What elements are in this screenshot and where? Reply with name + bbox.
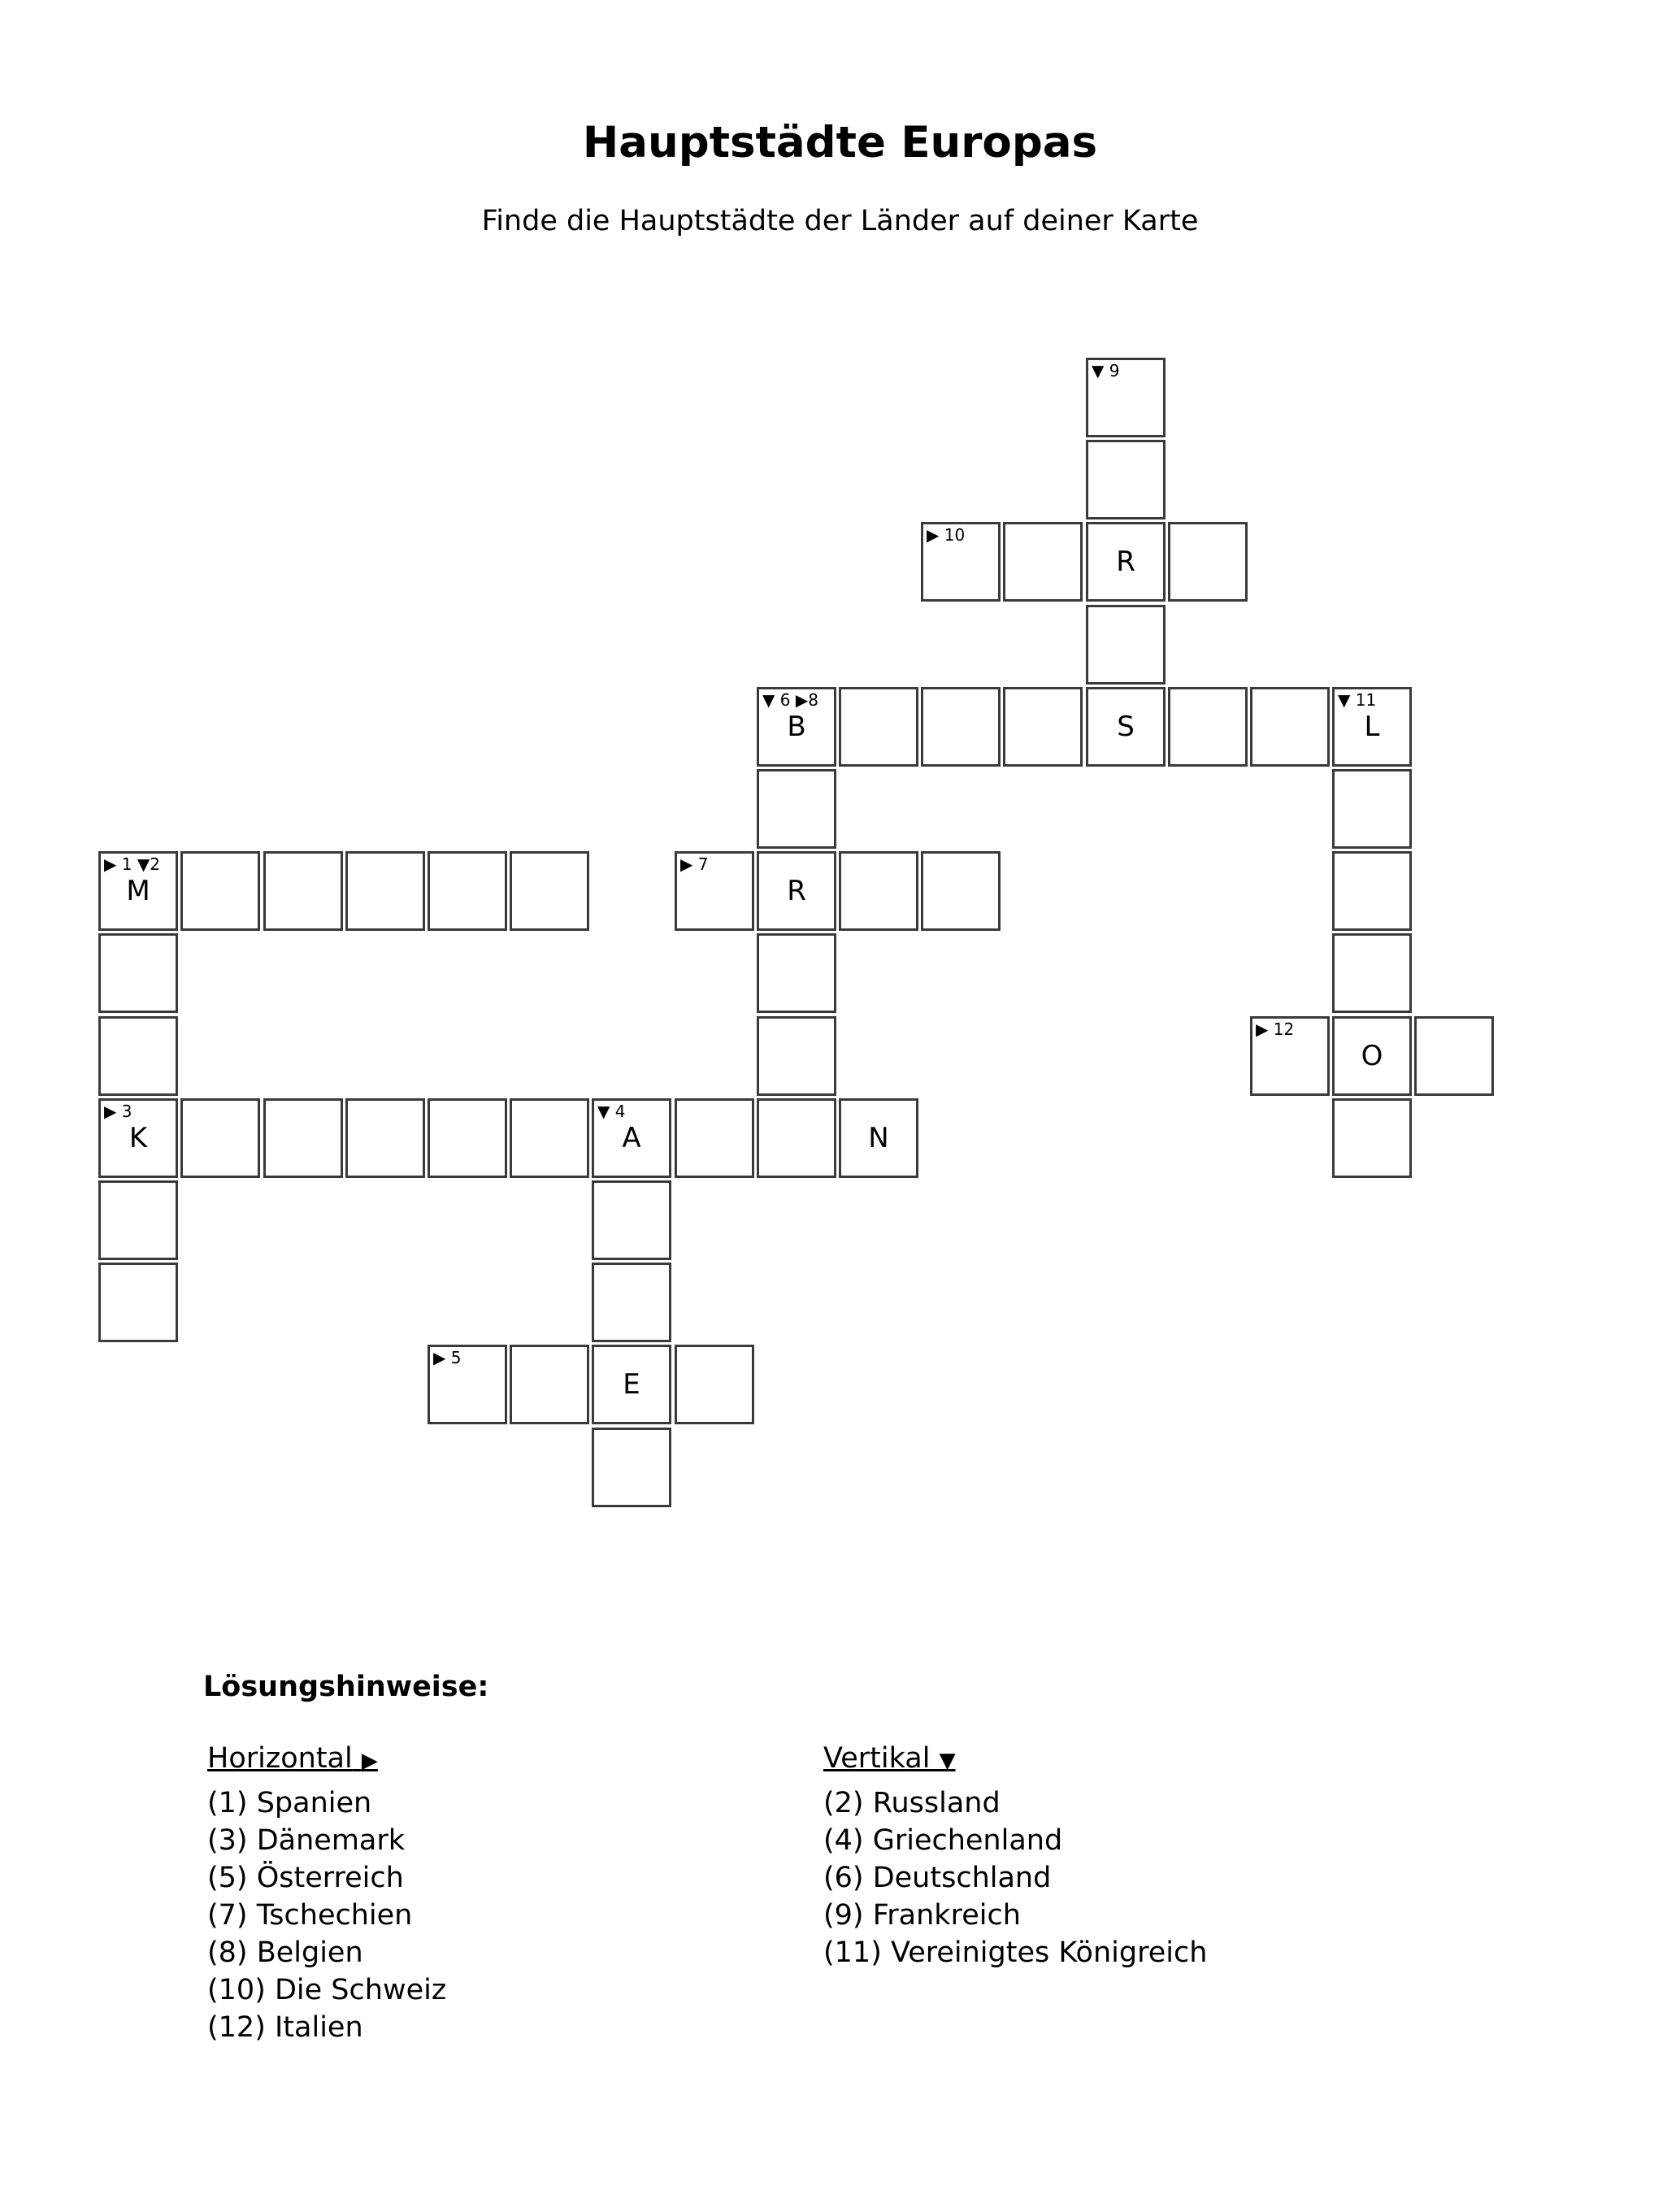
clue-horizontal: (8) Belgien [207, 1936, 363, 1969]
crossword-cell[interactable] [345, 851, 425, 931]
crossword-cell[interactable] [428, 1098, 507, 1178]
crossword-cell[interactable] [675, 1345, 754, 1424]
crossword-cell[interactable] [98, 933, 178, 1013]
down-arrow-icon: ▼ [939, 1749, 956, 1773]
cell-letter: L [1364, 711, 1380, 743]
crossword-cell[interactable] [180, 851, 260, 931]
crossword-cell[interactable] [180, 1098, 260, 1178]
crossword-cell[interactable] [921, 522, 1001, 602]
crossword-cell[interactable] [1168, 687, 1248, 767]
crossword-cell[interactable] [98, 851, 178, 931]
page-subtitle: Finde die Hauptstädte der Länder auf deiner Karte [481, 205, 1199, 237]
clue-number: ▼ 11 [1338, 690, 1377, 710]
crossword-cell[interactable] [1414, 1016, 1494, 1096]
clue-number: ▶ 1 ▼2 [104, 854, 160, 874]
crossword-cell[interactable] [1332, 1016, 1412, 1096]
crossword-cell[interactable] [592, 1180, 671, 1260]
cell-letter: R [1116, 545, 1135, 578]
crossword-cell[interactable] [98, 1180, 178, 1260]
crossword-cell[interactable] [839, 851, 918, 931]
clue-number: ▶ 7 [680, 854, 709, 874]
crossword-cell[interactable] [1003, 687, 1083, 767]
crossword-cell[interactable] [98, 1098, 178, 1178]
crossword-cell[interactable] [921, 851, 1001, 931]
crossword-cell[interactable] [510, 851, 589, 931]
crossword-cell[interactable] [1332, 851, 1412, 931]
cell-letter: O [1361, 1040, 1383, 1072]
crossword-cell[interactable] [1332, 1098, 1412, 1178]
crossword-cell[interactable] [510, 1345, 589, 1424]
clue-vertical: (4) Griechenland [823, 1824, 1063, 1857]
crossword-cell[interactable] [1086, 522, 1166, 602]
crossword-cell[interactable] [428, 851, 507, 931]
clue-vertical: (11) Vereinigtes Königreich [823, 1936, 1208, 1969]
crossword-cell[interactable] [757, 1016, 836, 1096]
crossword-cell[interactable] [1332, 933, 1412, 1013]
cell-letter: E [623, 1368, 640, 1401]
vertical-clues-title [823, 1740, 1207, 1780]
crossword-cell[interactable] [675, 851, 754, 931]
page-title: Hauptstädte Europas [582, 118, 1098, 167]
clue-horizontal: (7) Tschechien [207, 1899, 413, 1932]
cell-letter: S [1117, 711, 1135, 743]
horizontal-title-text: Horizontal [207, 1742, 353, 1775]
crossword-cell[interactable] [757, 851, 836, 931]
crossword-cell[interactable] [263, 1098, 343, 1178]
clue-number: ▼ 4 [597, 1102, 626, 1121]
crossword-cell[interactable] [1250, 1016, 1330, 1096]
crossword-cell[interactable] [98, 1263, 178, 1342]
crossword-cell[interactable] [757, 933, 836, 1013]
crossword-cell[interactable] [675, 1098, 754, 1178]
crossword-cell[interactable] [592, 1263, 671, 1342]
clue-horizontal: (12) Italien [207, 2011, 363, 2044]
crossword-cell[interactable] [921, 687, 1001, 767]
cell-letter: A [622, 1122, 641, 1154]
hints-heading: Lösungshinweise: [203, 1671, 489, 1703]
crossword-cell[interactable] [1332, 769, 1412, 849]
horizontal-clues-title [207, 1740, 446, 1780]
crossword-cell[interactable] [428, 1345, 507, 1424]
crossword-cell[interactable] [510, 1098, 589, 1178]
right-arrow-icon: ▶ [361, 1749, 378, 1773]
crossword-cell[interactable] [263, 851, 343, 931]
clue-number: ▼ 6 ▶8 [762, 690, 818, 710]
clue-number: ▶ 12 [1256, 1019, 1295, 1039]
crossword-cell[interactable] [1332, 687, 1412, 767]
clue-vertical: (6) Deutschland [823, 1862, 1052, 1894]
cell-letter: M [126, 875, 150, 907]
clue-number: ▶ 5 [433, 1348, 462, 1367]
crossword-cell[interactable] [592, 1098, 671, 1178]
crossword-cell[interactable] [757, 1098, 836, 1178]
crossword-cell[interactable] [839, 687, 918, 767]
crossword-cell[interactable] [345, 1098, 425, 1178]
clue-vertical: (9) Frankreich [823, 1899, 1021, 1932]
cell-letter: N [868, 1122, 889, 1154]
cell-letter: B [787, 711, 806, 743]
crossword-cell[interactable] [1086, 358, 1166, 437]
crossword-cell[interactable] [1086, 605, 1166, 685]
clue-horizontal: (5) Österreich [207, 1862, 404, 1894]
crossword-cell[interactable] [98, 1016, 178, 1096]
crossword-cell[interactable] [1250, 687, 1330, 767]
vertical-title-text: Vertikal [823, 1742, 931, 1775]
crossword-cell[interactable] [757, 769, 836, 849]
horizontal-clues [207, 1740, 446, 2046]
crossword-cell[interactable] [1086, 687, 1166, 767]
crossword-cell[interactable] [1168, 522, 1248, 602]
crossword-cell[interactable] [839, 1098, 918, 1178]
cell-letter: K [128, 1122, 148, 1154]
clue-vertical: (2) Russland [823, 1787, 1001, 1819]
crossword-cell[interactable] [1086, 440, 1166, 519]
vertical-clues [823, 1740, 1207, 1971]
crossword-cell[interactable] [1003, 522, 1083, 602]
crossword-cell[interactable] [592, 1428, 671, 1507]
clue-horizontal: (3) Dänemark [207, 1824, 406, 1857]
crossword-cell[interactable] [592, 1345, 671, 1424]
clue-number: ▼ 9 [1092, 361, 1120, 380]
crossword-cell[interactable] [757, 687, 836, 767]
cell-letter: R [787, 875, 806, 907]
clue-number: ▶ 3 [104, 1102, 132, 1121]
clue-number: ▶ 10 [927, 525, 966, 545]
clue-horizontal: (10) Die Schweiz [207, 1974, 447, 2006]
clue-horizontal: (1) Spanien [207, 1787, 372, 1819]
